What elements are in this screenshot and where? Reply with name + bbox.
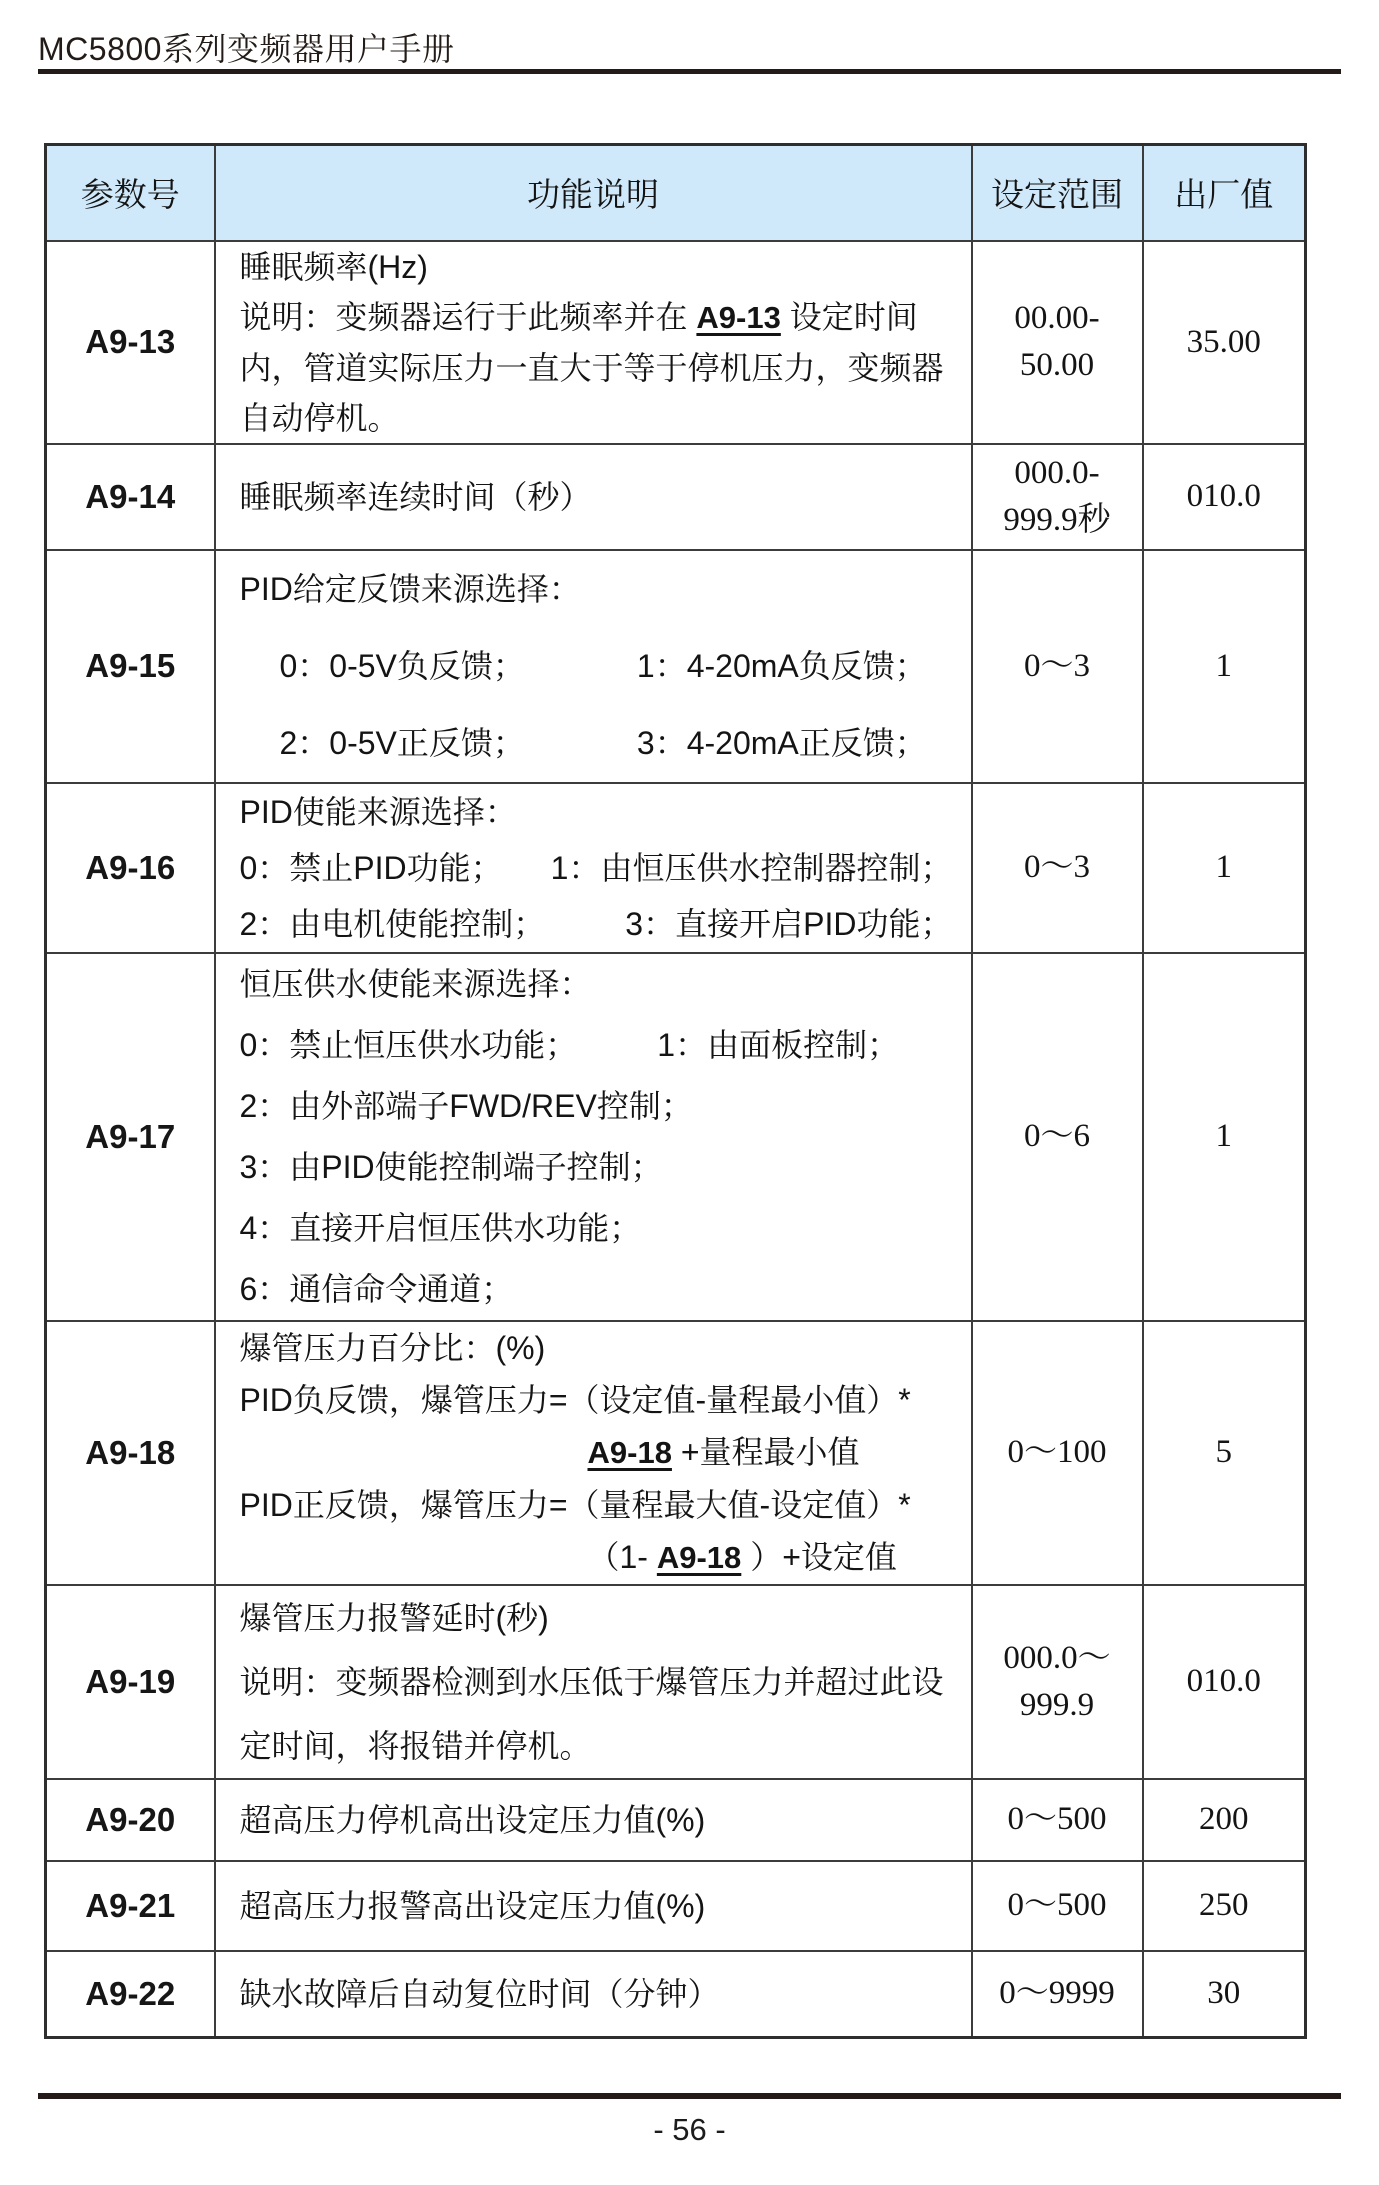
desc-text: 0：禁止PID功能； 1：由恒压供水控制器控制； [239,849,953,886]
description-cell [215,1585,972,1779]
desc-line [240,393,965,443]
param-id-cell: A9-17 [46,953,215,1321]
desc-text: ）+设定值 [741,1538,897,1575]
col-header-param-no: 参数号 [46,145,215,241]
table-body [46,241,1306,2038]
range-line: 0～6 [1024,1118,1090,1154]
desc-line [240,705,965,782]
col-header-setting-range: 设定范围 [972,145,1143,241]
table-row [46,1861,1306,1951]
range-line: 999.9 [1019,1686,1095,1723]
desc-line [240,1714,965,1778]
table-header-row [46,145,1306,241]
desc-text: 2：由电机使能控制； 3：直接开启PID功能； [239,905,953,942]
desc-text: 内，管道实际压力一直大于等于停机压力，变频器 [239,349,944,386]
desc-text: 爆管压力报警延时(秒) [239,1599,549,1636]
table-row [46,1585,1306,1779]
doc-title: MC5800系列变频器用户手册 [38,31,455,67]
desc-text: 2：由外部端子FWD/REV控制； [239,1087,693,1124]
desc-line [240,1650,965,1714]
description-cell [215,1861,972,1951]
default-value-cell: 200 [1143,1779,1306,1861]
default-value-cell: 35.00 [1143,241,1306,444]
desc-line [240,1880,965,1932]
range-line: 0～3 [1024,647,1090,684]
desc-line [240,1586,965,1650]
desc-text: +量程最小值 [671,1433,860,1470]
range-line: 00.00- [1014,300,1100,336]
param-id-cell: A9-13 [46,241,215,444]
range-line: 0～3 [1024,849,1090,885]
param-ref: A9-18 [656,1539,742,1575]
desc-text: 3：由PID使能控制端子控制； [239,1148,663,1185]
desc-text: 4：直接开启恒压供水功能； [239,1209,642,1246]
desc-text: 自动停机。 [239,399,400,436]
description-cell [215,241,972,444]
desc-line [240,1794,965,1846]
param-id-cell: A9-19 [46,1585,215,1779]
param-id-cell: A9-15 [46,550,215,783]
desc-line [240,343,965,393]
desc-line [240,292,965,343]
desc-text: 6：通信命令通道； [239,1270,514,1307]
desc-line [240,1531,965,1584]
desc-text: 定时间，将报错并停机。 [239,1727,592,1764]
desc-text: 超高压力停机高出设定压力值(%) [239,1801,706,1838]
range-line: 000.0- [1014,454,1100,491]
range-line: 000.0～ [1003,1639,1111,1676]
desc-line [240,954,965,1015]
default-value-cell: 1 [1143,953,1306,1321]
description-cell [215,1779,972,1861]
range-line: 50.00 [1019,347,1095,383]
desc-line [240,1322,965,1374]
desc-line [240,628,965,705]
param-id-cell: A9-22 [46,1951,215,2038]
range-cell [972,1861,1143,1951]
param-id-cell: A9-14 [46,444,215,550]
range-cell [972,1951,1143,2038]
range-line: 0～500 [1007,1801,1107,1837]
parameter-table [44,143,1307,2039]
param-ref: A9-18 [587,1434,672,1470]
range-cell [972,1321,1143,1585]
desc-text: （1- [587,1538,657,1575]
desc-text: 说明：变频器运行于此频率并在 [239,298,697,335]
col-header-factory-value: 出厂值 [1143,145,1306,241]
desc-text: PID正反馈，爆管压力=（量程最大值-设定值）* [239,1486,911,1523]
desc-line [240,471,965,523]
desc-line [240,1015,965,1076]
desc-text: 0：禁止恒压供水功能； 1：由面板控制； [239,1026,900,1063]
table-row [46,444,1306,550]
param-id-cell: A9-16 [46,783,215,953]
default-value-cell: 250 [1143,1861,1306,1951]
desc-line [240,1374,965,1426]
desc-text: PID负反馈，爆管压力=（设定值-量程最小值）* [239,1381,911,1418]
desc-text: 0：0-5V负反馈； 1：4-20mA负反馈； [279,647,927,684]
header-rule [38,69,1341,74]
table-row [46,783,1306,953]
col-header-function-desc: 功能说明 [215,145,972,241]
range-cell [972,444,1143,550]
table-row [46,1321,1306,1585]
desc-text: 超高压力报警高出设定压力值(%) [239,1887,706,1924]
default-value-cell: 1 [1143,550,1306,783]
param-id-cell: A9-18 [46,1321,215,1585]
desc-text: PID使能来源选择： [239,793,517,830]
param-id-cell: A9-21 [46,1861,215,1951]
default-value-cell: 30 [1143,1951,1306,2038]
description-cell [215,1951,972,2038]
desc-text: 2：0-5V正反馈； 3：4-20mA正反馈； [279,724,927,761]
desc-text: 说明：变频器检测到水压低于爆管压力并超过此设 [239,1663,944,1700]
page-number: - 56 - [653,2112,726,2147]
description-cell [215,444,972,550]
range-line: 0～9999 [999,1975,1115,2012]
default-value-cell: 1 [1143,783,1306,953]
desc-line [240,1137,965,1198]
default-value-cell: 010.0 [1143,444,1306,550]
default-value-cell: 5 [1143,1321,1306,1585]
footer-rule [38,2093,1341,2099]
range-line: 0～500 [1007,1887,1107,1923]
description-cell [215,953,972,1321]
desc-text: PID给定反馈来源选择： [239,570,581,607]
desc-line [240,1479,965,1531]
table-row [46,953,1306,1321]
range-cell [972,1779,1143,1861]
desc-text: 缺水故障后自动复位时间（分钟） [239,1975,720,2012]
range-cell [972,953,1143,1321]
description-cell [215,550,972,783]
desc-line [240,1259,965,1320]
range-line: 0～100 [1007,1434,1107,1470]
description-cell [215,783,972,953]
range-line: 999.9秒 [1003,501,1111,538]
default-value-cell: 010.0 [1143,1585,1306,1779]
desc-line [240,1968,965,2020]
desc-line [240,840,965,896]
desc-line [240,242,965,292]
desc-text: 爆管压力百分比：(%) [239,1329,546,1366]
range-cell [972,550,1143,783]
desc-line [240,551,965,628]
table-row [46,1951,1306,2038]
table-row [46,1779,1306,1861]
desc-line [240,784,965,840]
range-cell [972,1585,1143,1779]
desc-line [240,1076,965,1137]
range-cell [972,241,1143,444]
description-cell [215,1321,972,1585]
desc-text: 恒压供水使能来源选择： [239,965,592,1002]
desc-text: 睡眠频率连续时间（秒） [239,478,592,515]
desc-line [240,896,965,952]
table-row [46,550,1306,783]
table-row [46,241,1306,444]
desc-line [240,1198,965,1259]
param-id-cell: A9-20 [46,1779,215,1861]
desc-line [240,1426,965,1479]
desc-text: 设定时间 [780,298,918,335]
param-ref: A9-13 [696,299,781,335]
range-cell [972,783,1143,953]
desc-text: 睡眠频率(Hz) [239,248,428,285]
